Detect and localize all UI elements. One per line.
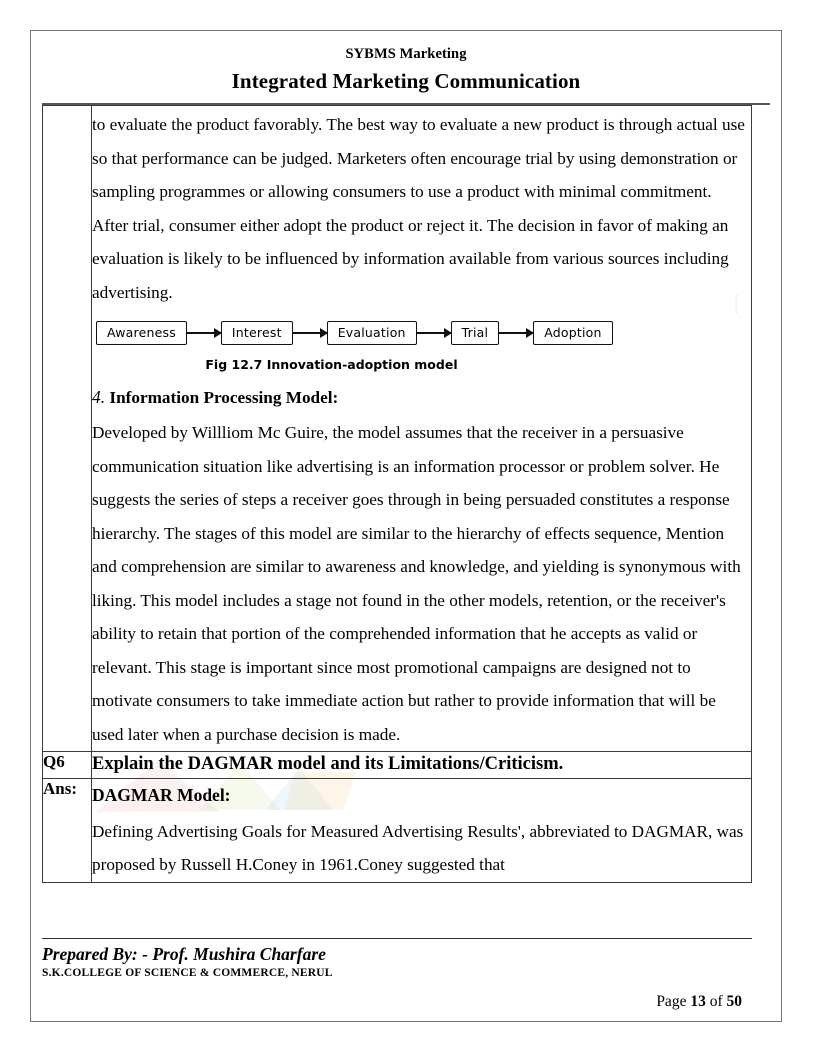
figure-caption: Fig 12.7 Innovation-adoption model <box>205 357 458 373</box>
continued-paragraph: to evaluate the product favorably. The best way to evaluate a new product is through actual use so that performance can be judged. Marketers often encourage trial by using demonstration or sampling programmes or allowing consumers to use a product with minimal commitment. After trial, consumer either adopt the product or reject it. The decision in favor of making an evaluation is likely to be influenced by information available from various sources including advertising. <box>92 115 745 302</box>
arrow-icon <box>499 332 533 334</box>
page-content <box>42 42 770 1010</box>
table-row-answer <box>43 779 752 882</box>
flow-node-interest: Interest <box>221 321 293 345</box>
page-header <box>42 46 770 105</box>
innovation-adoption-figure <box>92 321 751 372</box>
header-course: SYBMS Marketing <box>345 46 467 62</box>
prepared-by: Prepared By: - Prof. Mushira Charfare <box>42 944 326 964</box>
arrow-icon <box>293 332 327 334</box>
answer-label: Ans: <box>43 779 92 882</box>
page-of: of <box>705 993 727 1010</box>
table-row-continued <box>43 106 752 752</box>
flow-node-trial: Trial <box>451 321 500 345</box>
content-table <box>42 105 752 883</box>
answer-paragraph: Defining Advertising Goals for Measured Advertising Results', abbreviated to DAGMAR, was proposed by Russell H.Coney in 1961.Coney suggested that <box>92 821 744 875</box>
page-prefix: Page <box>656 993 691 1010</box>
header-title: Integrated Marketing Communication <box>231 69 581 93</box>
continued-body-cell <box>92 106 752 752</box>
flow-node-awareness: Awareness <box>96 321 187 345</box>
page-number: 13 <box>690 993 706 1010</box>
section-number: 4. <box>92 387 106 408</box>
answer-body-cell <box>92 779 752 882</box>
section-heading <box>92 382 751 414</box>
section-title: Information Processing Model: <box>109 388 339 408</box>
section-paragraph: Developed by Willliom Mc Guire, the model assumes that the receiver in a persuasive communication situation like advertising is an information processor or problem solver. He suggests the series of steps a receiver goes through in being persuaded constitutes a response hierarchy. The stages of this model are similar to the hierarchy of effects sequence, Mention and comprehension are similar to awareness and knowledge, and yielding is synonymous with liking. This model includes a stage not found in the other models, retention, or the receiver's ability to retain that portion of the comprehended information that he accepts as valid or relevant. This stage is important since most promotional campaigns are designed not to motivate consumers to take immediate action but rather to provide information that will be used later when a purchase decision is made. <box>92 423 741 744</box>
question-text: Explain the DAGMAR model and its Limitations/Criticism. <box>92 752 752 779</box>
empty-label-cell <box>43 106 92 752</box>
arrow-icon <box>417 332 451 334</box>
flow-diagram <box>92 321 751 345</box>
table-row-question <box>43 752 752 779</box>
page-total: 50 <box>726 993 742 1010</box>
flow-node-evaluation: Evaluation <box>327 321 417 345</box>
page-footer <box>42 938 770 1011</box>
arrow-icon <box>187 332 221 334</box>
answer-title: DAGMAR Model: <box>92 785 231 806</box>
page-number-block <box>42 993 770 1011</box>
question-label: Q6 <box>43 752 92 779</box>
footer-divider <box>42 938 752 939</box>
flow-node-adoption: Adoption <box>533 321 612 345</box>
college-name: S.K.COLLEGE OF SCIENCE & COMMERCE, NERUL <box>42 967 333 979</box>
